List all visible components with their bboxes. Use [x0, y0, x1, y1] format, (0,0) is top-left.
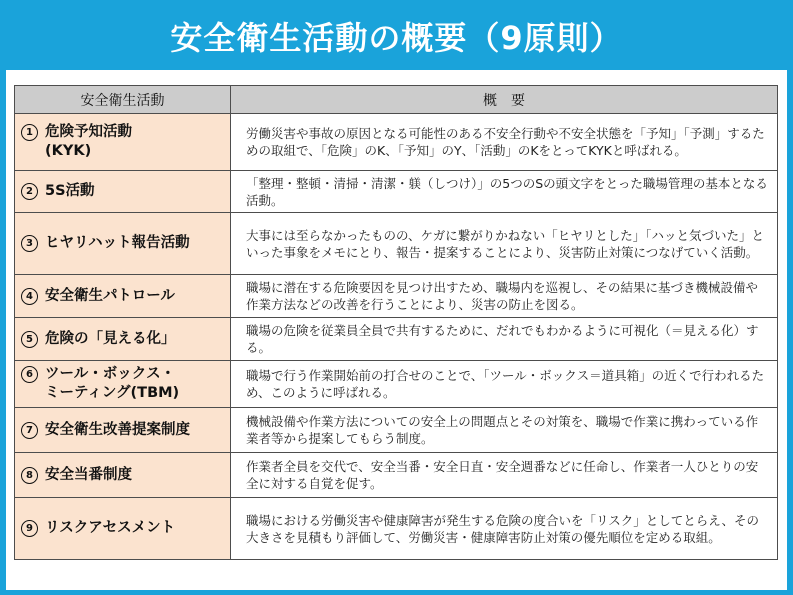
activity-cell [15, 114, 231, 171]
activity-name: 5S活動 [45, 183, 95, 199]
table-row [15, 408, 778, 453]
activity-cell [15, 213, 231, 275]
number-badge: 9 [21, 520, 38, 537]
summary-cell: 作業者全員を交代で、安全当番・安全日直・安全週番などに任命し、作業者一人ひとりの安全に対する自覚を促す。 [231, 453, 778, 498]
table-header-row [15, 86, 778, 114]
summary-cell: 職場で行う作業開始前の打合せのことで、「ツール・ボックス＝道具箱」の近くで行われるため、このように呼ばれる。 [231, 361, 778, 408]
summary-cell: 「整理・整頓・清掃・清潔・躾（しつけ）」の5つのSの頭文字をとった職場管理の基本となる活動。 [231, 171, 778, 213]
summary-cell: 職場における労働災害や健康障害が発生する危険の度合いを「リスク」としてとらえ、その大きさを見積もり評価して、労働災害・健康障害防止対策の優先順位を定める取組。 [231, 498, 778, 560]
summary-cell: 職場に潜在する危険要因を見つけ出すため、職場内を巡視し、その結果に基づき機械設備や作業方法などの改善を行うことにより、災害の防止を図る。 [231, 275, 778, 318]
number-badge: 8 [21, 467, 38, 484]
number-badge: 7 [21, 422, 38, 439]
activity-cell [15, 318, 231, 361]
activity-name: ヒヤリハット報告活動 [45, 235, 190, 251]
table-row [15, 213, 778, 275]
activity-name: 安全当番制度 [45, 466, 132, 483]
activity-cell [15, 275, 231, 318]
content-panel [6, 70, 787, 590]
activity-name: 安全衛生パトロール [45, 287, 175, 304]
activity-cell [15, 171, 231, 213]
activities-table [14, 85, 778, 560]
table-row [15, 114, 778, 171]
activity-cell [15, 498, 231, 560]
activity-name: 危険の「見える化」 [45, 330, 176, 347]
number-badge: 1 [21, 124, 38, 141]
activity-name: 危険予知活動 (KYK) [45, 124, 132, 159]
number-badge: 2 [21, 183, 38, 200]
summary-cell: 職場の危険を従業員全員で共有するために、だれでもわかるように可視化（＝見える化）する。 [231, 318, 778, 361]
activity-cell [15, 408, 231, 453]
activity-name: ツール・ボックス・ ミーティング(TBM) [45, 366, 180, 401]
number-badge: 5 [21, 331, 38, 348]
header-summary: 概 要 [231, 86, 778, 114]
number-badge: 3 [21, 235, 38, 252]
activity-cell [15, 453, 231, 498]
table-row [15, 498, 778, 560]
summary-cell: 機械設備や作業方法についての安全上の問題点とその対策を、職場で作業に携わっている作業者等から提案してもらう制度。 [231, 408, 778, 453]
number-badge: 4 [21, 288, 38, 305]
header-activity: 安全衛生活動 [15, 86, 231, 114]
activity-cell [15, 361, 231, 408]
activity-name: 安全衛生改善提案制度 [45, 421, 190, 438]
table-row [15, 453, 778, 498]
page-title: 安全衛生活動の概要（9原則） [170, 19, 623, 57]
table-row [15, 275, 778, 318]
number-badge: 6 [21, 366, 38, 383]
table-row [15, 318, 778, 361]
summary-cell: 労働災害や事故の原因となる可能性のある不安全行動や不安全状態を「予知」「予測」するための取組で、「危険」のK、「予知」のY、「活動」のKをとってKYKと呼ばれる。 [231, 114, 778, 171]
table-row [15, 171, 778, 213]
summary-cell: 大事には至らなかったものの、ケガに繋がりかねない「ヒヤリとした」「ハッと気づいた」といった事象をメモにとり、報告・提案することにより、災害防止対策につなげていく活動。 [231, 213, 778, 275]
activity-name: リスクアセスメント [45, 520, 176, 536]
table-row [15, 361, 778, 408]
